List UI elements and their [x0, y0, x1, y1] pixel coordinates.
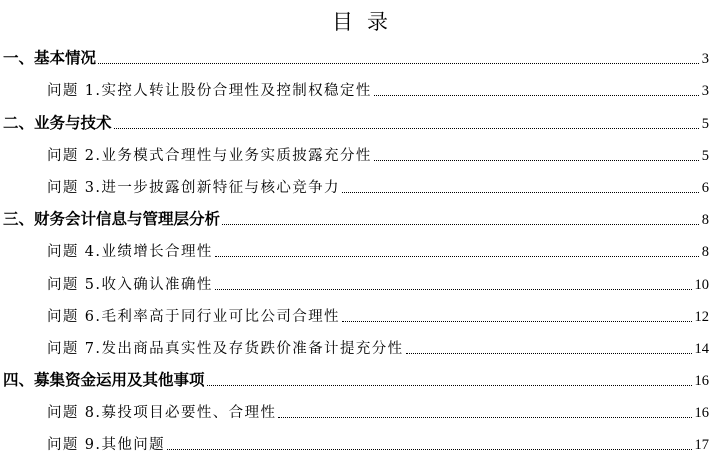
toc-entry-label: 三、财务会计信息与管理层分析 [3, 210, 221, 229]
toc-entry-label: 问题 2.业务模式合理性与业务实质披露充分性 [47, 147, 372, 164]
toc-entry-label: 问题 4.业绩增长合理性 [47, 244, 213, 261]
toc-entry-label: 问题 9.其他问题 [47, 437, 166, 454]
toc-entry-question[interactable] [0, 299, 720, 331]
toc-page-number: 17 [694, 437, 709, 454]
dot-leader [278, 417, 691, 418]
toc-page-number: 3 [701, 83, 709, 100]
dot-leader [374, 160, 699, 161]
toc-page-number: 12 [694, 308, 709, 325]
dot-leader [342, 192, 699, 193]
toc-entry-question[interactable] [0, 331, 720, 363]
toc-entry-label: 问题 6.毛利率高于同行业可比公司合理性 [47, 308, 340, 325]
toc-entry-question[interactable] [0, 266, 720, 298]
toc-entry-section[interactable] [0, 41, 720, 73]
dot-leader [207, 385, 692, 386]
toc-entry-section[interactable] [0, 363, 720, 395]
toc-page-number: 10 [694, 276, 709, 293]
toc-entry-question[interactable] [0, 170, 720, 202]
toc-entry-question[interactable] [0, 395, 720, 427]
toc-entry-question[interactable] [0, 427, 720, 459]
toc-entry-label: 二、业务与技术 [3, 113, 112, 132]
dot-leader [167, 449, 691, 450]
toc-page-number: 5 [701, 115, 709, 132]
dot-leader [374, 95, 699, 96]
toc-page-number: 16 [694, 373, 709, 390]
toc-entry-label: 问题 8.募投项目必要性、合理性 [47, 405, 277, 422]
toc-entry-question[interactable] [0, 73, 720, 105]
toc-entry-label: 一、基本情况 [3, 49, 97, 68]
toc-page-number: 16 [694, 405, 709, 422]
toc-page-number: 8 [701, 212, 709, 229]
toc-entry-label: 问题 1.实控人转让股份合理性及控制权稳定性 [47, 83, 372, 100]
toc-page-number: 3 [701, 51, 709, 68]
toc-entry-question[interactable] [0, 138, 720, 170]
toc-entry-label: 问题 5.收入确认准确性 [47, 276, 213, 293]
toc-entry-section[interactable] [0, 105, 720, 137]
dot-leader [222, 224, 699, 225]
toc-page-number: 6 [701, 179, 709, 196]
toc-entry-label: 问题 3.进一步披露创新特征与核心竞争力 [47, 179, 340, 196]
dot-leader [98, 63, 699, 64]
toc-title: 目录 [332, 10, 402, 34]
dot-leader [114, 128, 699, 129]
toc-page-number: 5 [701, 147, 709, 164]
toc-entry-section[interactable] [0, 202, 720, 234]
toc-page-number: 14 [694, 340, 709, 357]
dot-leader [406, 353, 692, 354]
toc-entry-label: 四、募集资金运用及其他事项 [3, 371, 205, 390]
toc-page-number: 8 [701, 244, 709, 261]
toc-entry-question[interactable] [0, 234, 720, 266]
dot-leader [215, 256, 699, 257]
dot-leader [342, 321, 692, 322]
dot-leader [215, 289, 692, 290]
toc-list [0, 41, 720, 459]
toc-entry-label: 问题 7.发出商品真实性及存货跌价准备计提充分性 [47, 340, 404, 357]
